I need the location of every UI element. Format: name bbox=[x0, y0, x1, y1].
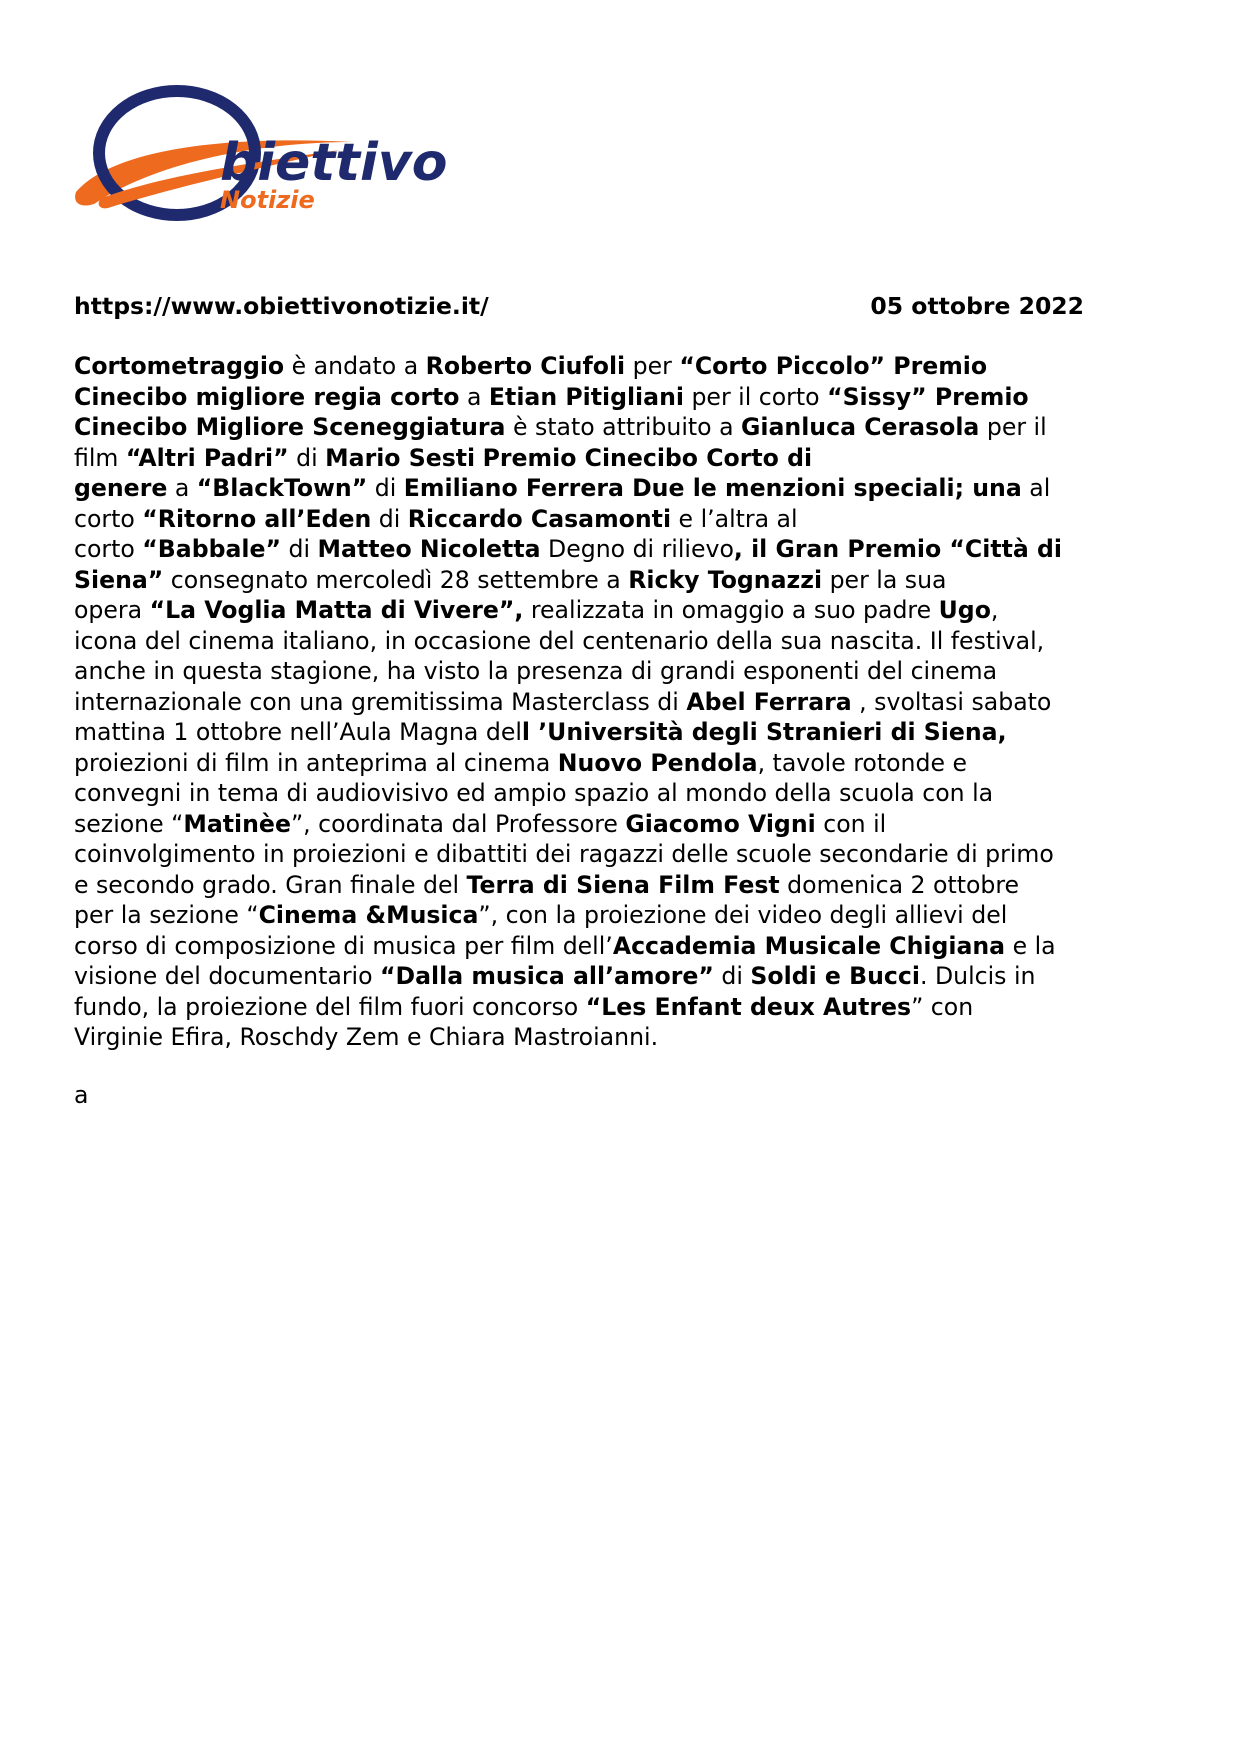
article-line bbox=[74, 778, 1124, 809]
text-run: ” con bbox=[911, 992, 974, 1021]
article-line bbox=[74, 595, 1124, 626]
bold-text: Cinema &Musica bbox=[258, 901, 479, 929]
text-run: e secondo grado. Gran finale del bbox=[74, 870, 467, 899]
bold-text: Etian Pitigliani bbox=[488, 382, 684, 411]
text-run: ”, con la proiezione dei video degli allievi del bbox=[478, 901, 1008, 929]
article-line bbox=[74, 473, 1124, 504]
text-run: ”, coordinata dal Professore bbox=[290, 809, 626, 838]
bold-text: Mario Sesti bbox=[325, 443, 476, 472]
logo-graphic bbox=[72, 80, 552, 230]
bold-text: “Les Enfant deux Autres bbox=[585, 992, 912, 1021]
text-run: corso di composizione di musica per film dell’ bbox=[74, 931, 613, 960]
bold-text: Cinecibo Migliore Sceneggiatura bbox=[74, 413, 506, 441]
bold-text: Giacomo Vigni bbox=[625, 809, 816, 838]
logo-word-main: biettivo bbox=[220, 133, 448, 193]
text-run: icona del cinema italiano, in occasione del centenario della sua nascita. Il festival, bbox=[74, 626, 1045, 655]
text-run: , tavole rotonde e bbox=[757, 748, 968, 777]
text-run: consegnato mercoledì 28 settembre a bbox=[163, 565, 629, 594]
bold-text: “Dalla musica all’amore” bbox=[380, 962, 714, 990]
bold-text: “La Voglia Matta di Vivere”, bbox=[149, 596, 524, 624]
text-run: internazionale con una gremitissima Masterclass di bbox=[74, 687, 687, 716]
bold-text: Gianluca Cerasola bbox=[741, 413, 980, 441]
trailing-text: a bbox=[74, 1081, 89, 1109]
text-run: , bbox=[990, 596, 999, 624]
bold-text: Emiliano Ferrera Due le menzioni speciali; una bbox=[403, 474, 1022, 502]
article-line bbox=[74, 717, 1124, 748]
bold-text: Premio Cinecibo Corto di bbox=[482, 443, 813, 472]
text-run: per la sua bbox=[822, 565, 947, 594]
bold-text: Cortometraggio bbox=[74, 352, 285, 380]
article-line bbox=[74, 961, 1124, 992]
article-line bbox=[74, 809, 1124, 840]
text-run: corto bbox=[74, 504, 143, 533]
text-run: film bbox=[74, 443, 126, 472]
text-run: di bbox=[288, 443, 326, 472]
article-line bbox=[74, 656, 1124, 687]
logo-word-sub: Notizie bbox=[220, 186, 315, 214]
text-run: visione del documentario bbox=[74, 962, 381, 990]
article-line bbox=[74, 351, 1124, 382]
article-line bbox=[74, 870, 1124, 901]
text-run: sezione “ bbox=[74, 809, 184, 838]
bold-text: Roberto Ciufoli bbox=[425, 352, 626, 380]
bold-text: Matteo Nicoletta bbox=[317, 535, 541, 563]
bold-text: Ricky Tognazzi bbox=[628, 565, 823, 594]
text-run: di bbox=[367, 474, 404, 502]
text-run: di bbox=[713, 962, 751, 990]
bold-text: “Corto Piccolo” Premio bbox=[679, 352, 988, 380]
bold-text: Cinecibo migliore regia corto bbox=[74, 382, 460, 411]
text-run: a bbox=[459, 382, 489, 411]
article-line bbox=[74, 931, 1124, 962]
article-line bbox=[74, 839, 1124, 870]
bold-text: “BlackTown” bbox=[196, 474, 368, 502]
text-run: è andato a bbox=[284, 352, 426, 380]
text-run: coinvolgimento in proiezioni e dibattiti dei ragazzi delle scuole secondarie di primo bbox=[74, 840, 1054, 868]
text-run: Virginie Efira, Roschdy Zem e Chiara Mastroianni. bbox=[74, 1023, 659, 1051]
bold-text: Siena” bbox=[74, 565, 164, 594]
source-url[interactable]: https://www.obiettivonotizie.it/ bbox=[74, 292, 489, 320]
article-line bbox=[74, 565, 1124, 596]
text-run: corto bbox=[74, 535, 143, 563]
text-run: , svoltasi sabato bbox=[851, 687, 1052, 716]
header-line bbox=[74, 292, 1084, 326]
article-line bbox=[74, 748, 1124, 779]
publication-date: 05 ottobre 2022 bbox=[870, 292, 1084, 320]
text-run: domenica 2 ottobre bbox=[779, 870, 1020, 899]
text-run: . Dulcis in bbox=[919, 962, 1036, 990]
text-run: di bbox=[371, 504, 408, 533]
text-run: per il corto bbox=[683, 382, 828, 411]
text-run: e la bbox=[1005, 931, 1056, 960]
text-run: di bbox=[281, 535, 318, 563]
text-run: opera bbox=[74, 596, 150, 624]
text-run: Degno di rilievo bbox=[540, 535, 734, 563]
bold-text: “Ritorno all’Eden bbox=[142, 504, 372, 533]
bold-text: l ’Università degli Stranieri di Siena, bbox=[521, 718, 1007, 746]
text-run: anche in questa stagione, ha visto la presenza di grandi esponenti del cinema bbox=[74, 657, 998, 685]
bold-text: Terra di Siena Film Fest bbox=[466, 870, 780, 899]
text-run bbox=[475, 444, 483, 472]
bold-text: genere bbox=[74, 474, 168, 502]
obiettivo-notizie-logo bbox=[72, 80, 552, 230]
article-line bbox=[74, 992, 1124, 1023]
text-run: realizzata in omaggio a suo padre bbox=[523, 596, 939, 624]
article-line bbox=[74, 412, 1124, 443]
text-run: al bbox=[1021, 474, 1051, 502]
article-line bbox=[74, 1022, 1124, 1053]
text-run: per il bbox=[979, 413, 1047, 441]
bold-text: Soldi e Bucci bbox=[750, 962, 920, 990]
article-line bbox=[74, 626, 1124, 657]
bold-text: “Sissy” Premio bbox=[827, 382, 1029, 411]
text-run: con il bbox=[815, 809, 887, 838]
text-run: è stato attribuito a bbox=[505, 413, 742, 441]
article-body bbox=[74, 351, 1124, 1053]
bold-text: Nuovo Pendola bbox=[557, 748, 758, 777]
bold-text: Accademia Musicale Chigiana bbox=[612, 931, 1006, 960]
article-line bbox=[74, 504, 1124, 535]
article-line bbox=[74, 534, 1124, 565]
text-run: e l’altra al bbox=[671, 504, 798, 533]
article-line bbox=[74, 382, 1124, 413]
text-run: per la sezione “ bbox=[74, 901, 259, 929]
bold-text: “Babbale” bbox=[142, 535, 282, 563]
text-run: a bbox=[167, 474, 197, 502]
bold-text: , il Gran Premio “Città di bbox=[733, 535, 1062, 563]
bold-text: “Altri Padri” bbox=[125, 443, 289, 472]
text-run: proiezioni di film in anteprima al cinema bbox=[74, 748, 558, 777]
bold-text: Riccardo Casamonti bbox=[407, 504, 672, 533]
article-line bbox=[74, 443, 1124, 474]
article-line bbox=[74, 900, 1124, 931]
article-line bbox=[74, 687, 1124, 718]
bold-text: Ugo bbox=[938, 596, 991, 624]
bold-text: Abel Ferrara bbox=[686, 687, 852, 716]
text-run: convegni in tema di audiovisivo ed ampio spazio al mondo della scuola con la bbox=[74, 779, 994, 807]
text-run: fundo, la proiezione del film fuori concorso bbox=[74, 992, 586, 1021]
text-run: mattina 1 ottobre nell’Aula Magna del bbox=[74, 718, 522, 746]
text-run: per bbox=[625, 352, 680, 380]
bold-text: Matinèe bbox=[183, 809, 291, 838]
